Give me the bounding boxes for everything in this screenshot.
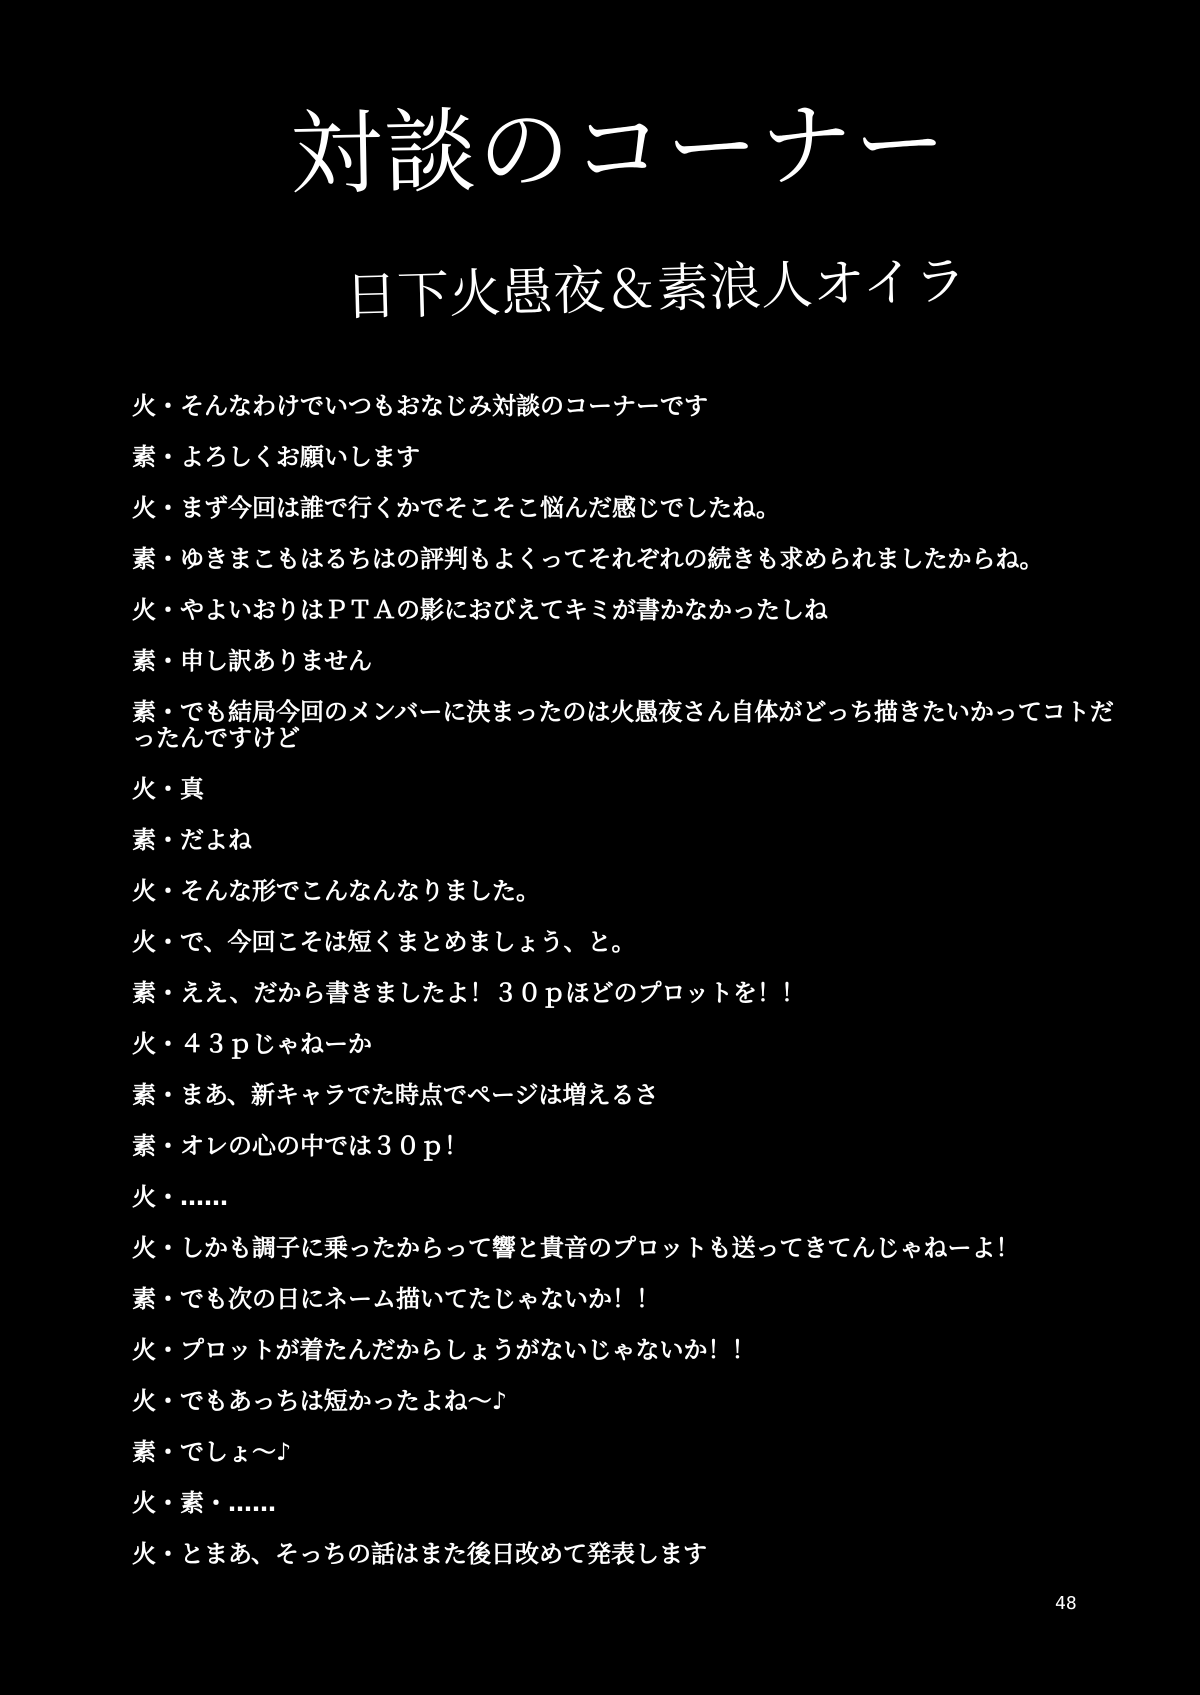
dialogue-line: 火・で、今回こそは短くまとめましょう、と。 <box>132 928 636 956</box>
dialogue-line: 火・そんな形でこんなんなりました。 <box>132 877 540 905</box>
dialogue-line: 火・まず今回は誰で行くかでそこそこ悩んだ感じでしたね。 <box>132 494 780 522</box>
dialogue-line: 火・やよいおりはＰＴＡの影におびえてキミが書かなかったしね <box>132 596 828 624</box>
dialogue-line: 素・でしょ～♪ <box>132 1438 292 1466</box>
dialogue-line: 素・ゆきまこもはるちはの評判もよくってそれぞれの続きも求められましたからね。 <box>132 545 1044 573</box>
dialogue-line: 火・４３ｐじゃねーか <box>132 1030 372 1058</box>
page-number: 48 <box>1055 1593 1077 1614</box>
dialogue-line: 火・しかも調子に乗ったからって響と貴音のプロットも送ってきてんじゃねーよ！ <box>132 1234 1020 1262</box>
dialogue-line: 素・よろしくお願いします <box>132 443 420 471</box>
dialogue-line: 火・プロットが着たんだからしょうがないじゃないか！！ <box>132 1336 756 1364</box>
dialogue-line: 素・申し訳ありません <box>132 647 372 675</box>
dialogue-line: 素・ええ、だから書きましたよ！３０ｐほどのプロットを！！ <box>132 979 805 1007</box>
dialogue-line: 素・でも結局今回のメンバーに決まったのは火愚夜さん自体がどっち描きたいかってコトだったんですけど <box>132 698 1114 752</box>
dialogue-line: 火・…… <box>132 1183 228 1211</box>
dialogue-line: 火・でもあっちは短かったよね～♪ <box>132 1387 508 1415</box>
dialogue-line: 火・真 <box>132 775 204 803</box>
dialogue-line: 素・オレの心の中では３０ｐ！ <box>132 1132 468 1160</box>
dialogue-line: 火・素・…… <box>132 1489 276 1517</box>
page-subtitle: 日下火愚夜＆素浪人オイラ <box>344 251 968 328</box>
dialogue-line: 素・まあ、新キャラでた時点でページは増えるさ <box>132 1081 659 1109</box>
dialogue-line: 素・だよね <box>132 826 252 854</box>
page-title: 対談のコーナー <box>289 89 949 209</box>
dialogue-line: 火・そんなわけでいつもおなじみ対談のコーナーです <box>132 392 708 420</box>
dialogue-line: 素・でも次の日にネーム描いてたじゃないか！！ <box>132 1285 660 1313</box>
dialogue-line: 火・とまあ、そっちの話はまた後日改めて発表します <box>132 1540 708 1568</box>
dialogue-list <box>132 393 1132 1592</box>
